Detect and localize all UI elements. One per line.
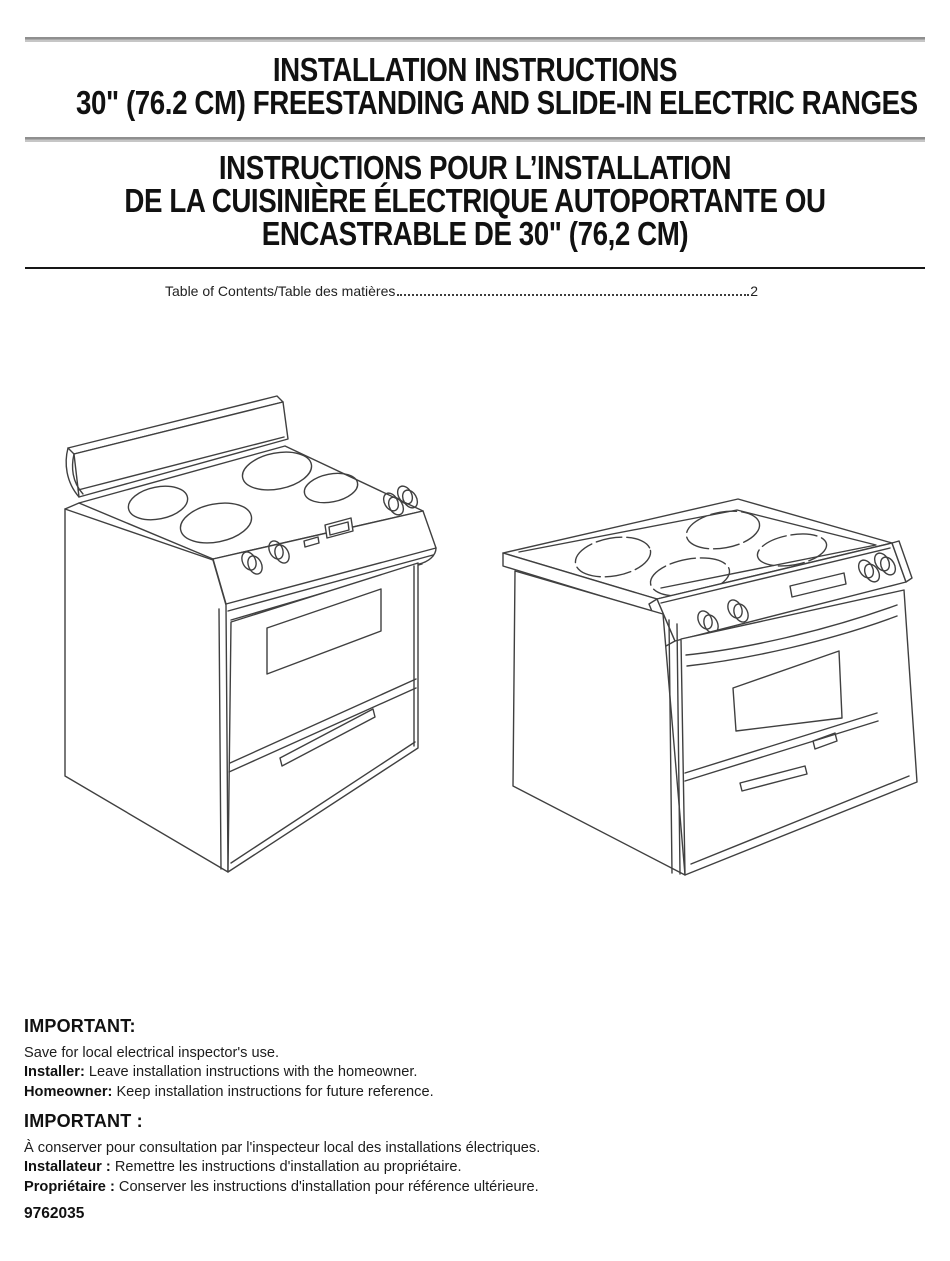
top-divider bbox=[25, 37, 925, 42]
important-installateur-line bbox=[24, 1158, 664, 1177]
title-french-line3: ENCASTRABLE DE 30" (76,2 CM) bbox=[261, 215, 689, 252]
title-english-line2: 30" (76.2 CM) FREESTANDING AND SLIDE-IN ELECTRIC RANGES bbox=[76, 84, 918, 121]
title-french-line1: INSTRUCTIONS POUR L’INSTALLATION bbox=[218, 149, 732, 186]
title-english bbox=[76, 51, 918, 121]
important-homeowner-line bbox=[24, 1083, 664, 1102]
important-intro-fr: À conserver pour consultation par l'inspecteur local des installations électriques. bbox=[24, 1140, 541, 1156]
proprietaire-label: Propriétaire : bbox=[24, 1178, 115, 1195]
installer-text: Leave installation instructions with the homeowner. bbox=[88, 1064, 418, 1081]
table-of-contents-entry bbox=[165, 283, 758, 299]
important-installer-line bbox=[24, 1063, 664, 1082]
installateur-text: Remettre les instructions d'installation au propriétaire. bbox=[114, 1159, 462, 1176]
toc-label: Table of Contents/Table des matières bbox=[165, 283, 396, 299]
important-heading-en: IMPORTANT: bbox=[24, 1016, 136, 1036]
important-notice-english bbox=[24, 1016, 664, 1102]
important-heading-fr: IMPORTANT : bbox=[24, 1111, 143, 1131]
oven-door bbox=[681, 590, 917, 875]
oven-door bbox=[228, 563, 418, 872]
important-notice-french bbox=[24, 1111, 664, 1197]
freestanding-range-figure bbox=[55, 391, 485, 881]
title-french-line2: DE LA CUISINIÈRE ÉLECTRIQUE AUTOPORTANTE OU bbox=[124, 182, 826, 219]
toc-dot-leader bbox=[397, 294, 749, 296]
homeowner-label: Homeowner: bbox=[24, 1083, 113, 1100]
slide-in-range-figure bbox=[495, 483, 925, 883]
left-side-panel bbox=[513, 571, 685, 875]
mid-divider bbox=[25, 137, 925, 142]
installer-label: Installer: bbox=[24, 1064, 85, 1081]
proprietaire-text: Conserver les instructions d'installation pour référence ultérieure. bbox=[118, 1178, 539, 1195]
contents-divider bbox=[25, 267, 925, 269]
title-english-line1: INSTALLATION INSTRUCTIONS bbox=[272, 51, 678, 88]
important-intro-en: Save for local electrical inspector's use. bbox=[24, 1045, 280, 1061]
installateur-label: Installateur : bbox=[24, 1159, 111, 1176]
left-side-panel bbox=[65, 503, 228, 872]
important-proprietaire-line bbox=[24, 1178, 664, 1197]
homeowner-text: Keep installation instructions for future reference. bbox=[116, 1083, 434, 1100]
title-french bbox=[76, 151, 874, 250]
toc-page-number: 2 bbox=[750, 283, 758, 299]
part-number: 9762035 bbox=[24, 1205, 85, 1222]
